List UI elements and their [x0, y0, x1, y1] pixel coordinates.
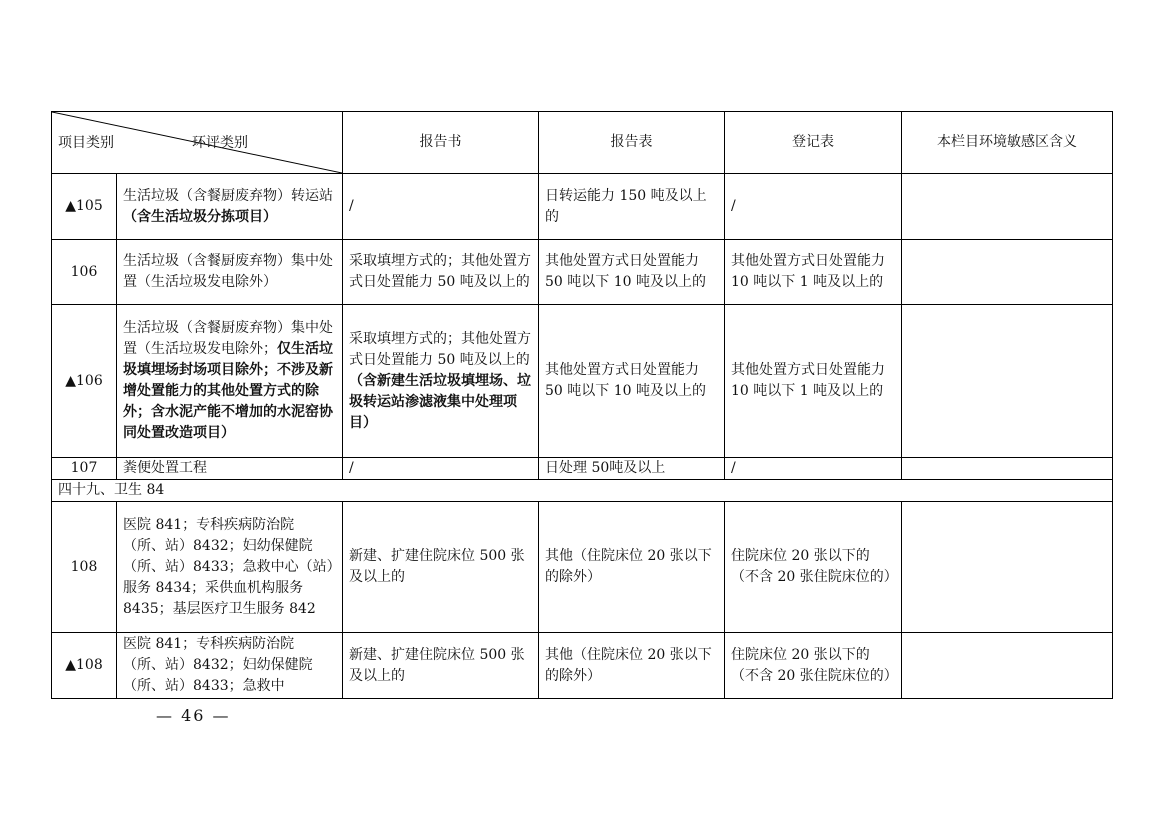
registration-cell: 住院床位 20 张以下的（不含 20 张住院床位的） — [725, 633, 902, 699]
header-row — [52, 112, 1113, 174]
eia-classification-table — [51, 111, 1113, 699]
project-category-label: 项目类别 — [58, 135, 114, 151]
report-text: 采取填埋方式的；其他处置方式日处置能力 50 吨及以上的 — [349, 330, 531, 368]
report-cell: / — [343, 458, 539, 480]
report-form-cell: 其他（住院床位 20 张以下的除外） — [539, 633, 725, 699]
registration-cell: / — [725, 174, 902, 240]
row-number: 108 — [52, 502, 117, 633]
project-text: 生活垃圾（含餐厨废弃物）转运站 — [123, 187, 333, 204]
registration-cell: 其他处置方式日处置能力 10 吨以下 1 吨及以上的 — [725, 305, 902, 458]
project-cell — [117, 174, 343, 240]
header-sensitive-area: 本栏目环境敏感区含义 — [902, 112, 1113, 174]
report-form-cell: 日处理 50吨及以上 — [539, 458, 725, 480]
row-number: ▲105 — [52, 174, 117, 240]
sensitive-cell — [902, 633, 1113, 699]
report-form-cell: 其他处置方式日处置能力 50 吨以下 10 吨及以上的 — [539, 305, 725, 458]
table-row — [52, 633, 1113, 699]
header-report-form: 报告表 — [539, 112, 725, 174]
report-cell — [343, 305, 539, 458]
sensitive-cell — [902, 240, 1113, 305]
row-number: 106 — [52, 240, 117, 305]
page-number: — 46 — — [156, 706, 231, 725]
row-number: 107 — [52, 458, 117, 480]
report-form-cell: 其他（住院床位 20 张以下的除外） — [539, 502, 725, 633]
table-row — [52, 305, 1113, 458]
registration-cell: 住院床位 20 张以下的（不含 20 张住院床位的） — [725, 502, 902, 633]
row-number: ▲106 — [52, 305, 117, 458]
diagonal-header-cell — [52, 112, 343, 174]
project-cell: 医院 841；专科疾病防治院（所、站）8432；妇幼保健院（所、站）8433；急救中 — [117, 633, 343, 699]
report-cell: / — [343, 174, 539, 240]
sensitive-cell — [902, 458, 1113, 480]
report-form-cell: 其他处置方式日处置能力 50 吨以下 10 吨及以上的 — [539, 240, 725, 305]
report-cell: 新建、扩建住院床位 500 张及以上的 — [343, 633, 539, 699]
registration-cell: 其他处置方式日处置能力 10 吨以下 1 吨及以上的 — [725, 240, 902, 305]
report-cell: 新建、扩建住院床位 500 张及以上的 — [343, 502, 539, 633]
report-cell: 采取填埋方式的；其他处置方式日处置能力 50 吨及以上的 — [343, 240, 539, 305]
table-row — [52, 502, 1113, 633]
project-text: 生活垃圾（含餐厨废弃物）集中处置（生活垃圾发电除外； — [123, 320, 333, 357]
project-bold-text: （含生活垃圾分拣项目） — [123, 208, 277, 225]
header-report: 报告书 — [343, 112, 539, 174]
eia-category-label: 环评类别 — [192, 135, 248, 151]
project-cell: 粪便处置工程 — [117, 458, 343, 480]
registration-cell: / — [725, 458, 902, 480]
report-bold-text: （含新建生活垃圾填埋场、垃圾转运站渗滤液集中处理项目） — [349, 372, 531, 431]
project-bold-text: 仅生活垃圾填埋场封场项目除外；不涉及新增处置能力的其他处置方式的除外；含水泥产能不增加的水泥窑协同处置改造项目） — [123, 341, 333, 441]
table-row — [52, 240, 1113, 305]
report-form-cell: 日转运能力 150 吨及以上的 — [539, 174, 725, 240]
table-row — [52, 458, 1113, 480]
table-row — [52, 174, 1113, 240]
section-row — [52, 480, 1113, 502]
row-number: ▲108 — [52, 633, 117, 699]
project-cell — [117, 305, 343, 458]
section-heading: 四十九、卫生 84 — [52, 480, 1113, 502]
sensitive-cell — [902, 174, 1113, 240]
sensitive-cell — [902, 502, 1113, 633]
project-cell: 医院 841；专科疾病防治院（所、站）8432；妇幼保健院（所、站）8433；急救中心（站）服务 8434；采供血机构服务 8435；基层医疗卫生服务 842 — [117, 502, 343, 633]
project-cell: 生活垃圾（含餐厨废弃物）集中处置（生活垃圾发电除外） — [117, 240, 343, 305]
header-registration: 登记表 — [725, 112, 902, 174]
sensitive-cell — [902, 305, 1113, 458]
